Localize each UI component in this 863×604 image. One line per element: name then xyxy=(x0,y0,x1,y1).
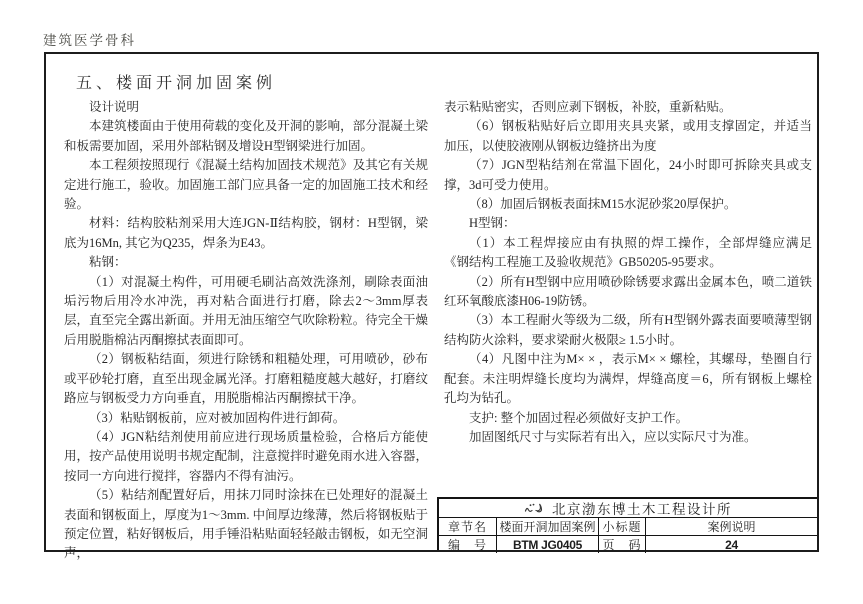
page-header: 建筑医学骨科 xyxy=(43,33,136,48)
chapter-label-cell: 章节名 xyxy=(439,518,497,535)
paragraph: （1）本工程焊接应由有执照的焊工操作，全部焊缝应满足《钢结构工程施工及验收规范》GB50205-95要求。 xyxy=(444,235,812,270)
paragraph: （2）钢板粘结面，须进行除锈和粗糙处理，可用喷砂，砂布或平砂轮打磨，直至出现金属光泽。打磨粗糙度越大越好，打磨纹路应与钢板受力方向垂直，用脱脂棉沾丙酮擦拭干净。 xyxy=(64,352,428,406)
company-row xyxy=(439,499,817,518)
paragraph: 粘钢： xyxy=(89,255,127,270)
paragraph: （8）加固后钢板表面抹M15水泥砂浆20厚保护。 xyxy=(469,197,737,212)
paragraph: 材料：结构胶粘剂采用大连JGN-Ⅱ结构胶，钢材：H型钢，梁底为16Mn, 其它为Q235，焊条为E43。 xyxy=(64,216,428,250)
table-row xyxy=(439,536,817,553)
paragraph: 设计说明 xyxy=(89,100,140,114)
subtitle-value-cell: 案例说明 xyxy=(707,520,756,534)
design-institute-logo-icon xyxy=(524,502,546,514)
page-value-cell: 24 xyxy=(725,537,738,552)
table-row xyxy=(439,518,817,536)
paragraph: （4）凡图中注为M× × ，表示M× × 螺栓，其螺母，垫圈自行配套。未注明焊缝长度均为满焊，焊缝高度＝6，所有钢板上螺栓孔均为钻孔。 xyxy=(444,352,812,406)
paragraph: （5）粘结剂配置好后，用抹刀同时涂抹在已处理好的混凝土表面和钢板面上，厚度为1～3mm. 中间厚边缘薄，然后将钢板贴于预定位置，粘好钢板后，用手锤沿粘贴面轻轻敲击钢板，如无空洞声， xyxy=(64,488,428,561)
number-value-cell: BTM JG0405 xyxy=(497,536,599,553)
paragraph: 本工程须按照现行《混凝土结构加固技术规范》及其它有关规定进行施工，验收。加固施工部门应具备一定的加固施工技术和经验。 xyxy=(64,158,428,212)
paragraph: （7）JGN型粘结剂在常温下固化，24小时即可拆除夹具或支撑，3d可受力使用。 xyxy=(444,158,812,192)
paragraph: （6）钢板粘贴好后立即用夹具夹紧，或用支撑固定，并适当加压，以使胶液刚从钢板边缝挤出为度 xyxy=(444,119,812,153)
paragraph: （3）粘贴钢板前，应对被加固构件进行卸荷。 xyxy=(89,410,346,425)
paragraph: H型钢： xyxy=(469,216,516,231)
paragraph: 本建筑楼面由于使用荷载的变化及开洞的影响，部分混凝土梁和板需要加固，采用外部粘钢及增设H型钢梁进行加固。 xyxy=(64,119,428,153)
page-label-cell: 页 码 xyxy=(599,536,646,553)
left-column xyxy=(64,98,428,564)
paragraph: 加固图纸尺寸与实际若有出入，应以实际尺寸为准。 xyxy=(469,429,757,444)
paragraph: （1）对混凝土构件，可用硬毛刷沾高效洗涤剂，刷除表面油垢污物后用冷水冲洗，再对粘合面进行打磨，除去2～3mm厚表层，直至完全露出新面。并用无油压缩空气吹除粉粒。待完全干燥后用脱脂棉沾丙酮擦拭表面即可。 xyxy=(64,274,428,347)
main-border-box xyxy=(44,52,819,561)
paragraph: （4）JGN粘结剂使用前应进行现场质量检验，合格后方能使用，按产品使用说明书规定配制，注意搅拌时避免雨水进入容器，按同一方向进行搅拌，容器内不得有油污。 xyxy=(64,429,428,483)
number-label-cell: 编 号 xyxy=(439,536,497,553)
continuation-paragraph: 表示粘贴密实，否则应剥下钢板，补胶，重新粘贴。 xyxy=(444,100,732,114)
paragraph: （3）本工程耐火等级为二级，所有H型钢外露表面要喷薄型钢结构防火涂料，要求梁耐火极限≥ 1.5小时。 xyxy=(444,313,812,347)
paragraph: 支护: 整个加固过程必须做好支护工作。 xyxy=(469,410,689,425)
footer-table xyxy=(437,497,817,550)
doc-title: 五、楼面开洞加固案例 xyxy=(76,75,277,92)
right-column-paragraphs xyxy=(444,117,812,447)
subtitle-label-cell: 小标题 xyxy=(599,518,646,535)
text-columns xyxy=(64,98,812,564)
right-column xyxy=(444,98,812,564)
company-name: 北京渤东博土木工程设计所 xyxy=(552,502,732,517)
paragraph: （2）所有H型钢中应用喷砂除锈要求露出金属本色，喷二道铁红环氧酸底漆H06-19防锈。 xyxy=(444,274,812,309)
chapter-value-cell: 楼面开洞加固案例 xyxy=(497,518,599,535)
